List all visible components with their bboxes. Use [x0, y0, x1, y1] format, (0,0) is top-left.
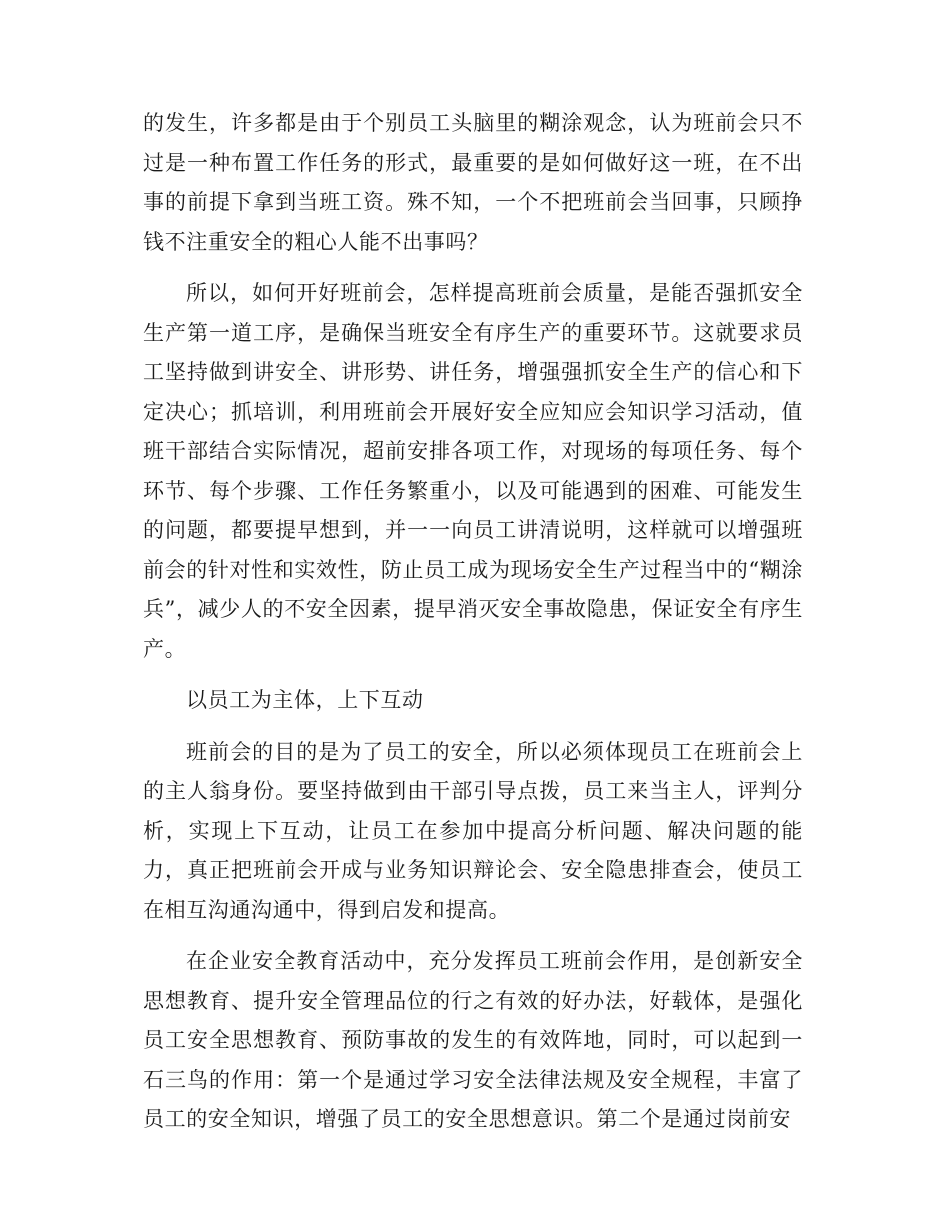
document-body	[143, 104, 803, 1152]
section-heading: 以员工为主体，上下互动	[186, 688, 424, 712]
paragraph-1: 的发生，许多都是由于个别员工头脑里的糊涂观念，认为班前会只不过是一种布置工作任务的形式，最重要的是如何做好这一班，在不出事的前提下拿到当班工资。殊不知，一个不把班前会当回事，只顾挣钱不注重安全的粗心人能不出事吗？	[143, 111, 803, 254]
paragraph-4: 在企业安全教育活动中，充分发挥员工班前会作用，是创新安全思想教育、提升安全管理品位的行之有效的好办法，好载体，是强化员工安全思想教育、预防事故的发生的有效阵地，同时，可以起到一石三鸟的作用：第一个是通过学习安全法律法规及安全规程，丰富了员工的安全知识，增强了员工的安全思想意识。第二个是通过岗前安	[143, 949, 803, 1131]
paragraph-2: 所以，如何开好班前会，怎样提高班前会质量，是能否强抓安全生产第一道工序，是确保当班安全有序生产的重要环节。这就要求员工坚持做到讲安全、讲形势、讲任务，增强强抓安全生产的信心和下定决心；抓培训，利用班前会开展好安全应知应会知识学习活动，值班干部结合实际情况，超前安排各项工作，对现场的每项任务、每个环节、每个步骤、工作任务繁重小，以及可能遇到的困难、可能发生的问题，都要提早想到，并一一向员工讲清说明，这样就可以增强班前会的针对性和实效性，防止员工成为现场安全生产过程当中的“糊涂兵”，减少人的不安全因素，提早消灭安全事故隐患，保证安全有序生产。	[143, 281, 803, 661]
paragraph-3: 班前会的目的是为了员工的安全，所以必须体现员工在班前会上的主人翁身份。要坚持做到由干部引导点拨，员工来当主人，评判分析，实现上下互动，让员工在参加中提高分析问题、解决问题的能力，真正把班前会开成与业务知识辩论会、安全隐患排查会，使员工在相互沟通沟通中，得到启发和提高。	[143, 739, 803, 922]
